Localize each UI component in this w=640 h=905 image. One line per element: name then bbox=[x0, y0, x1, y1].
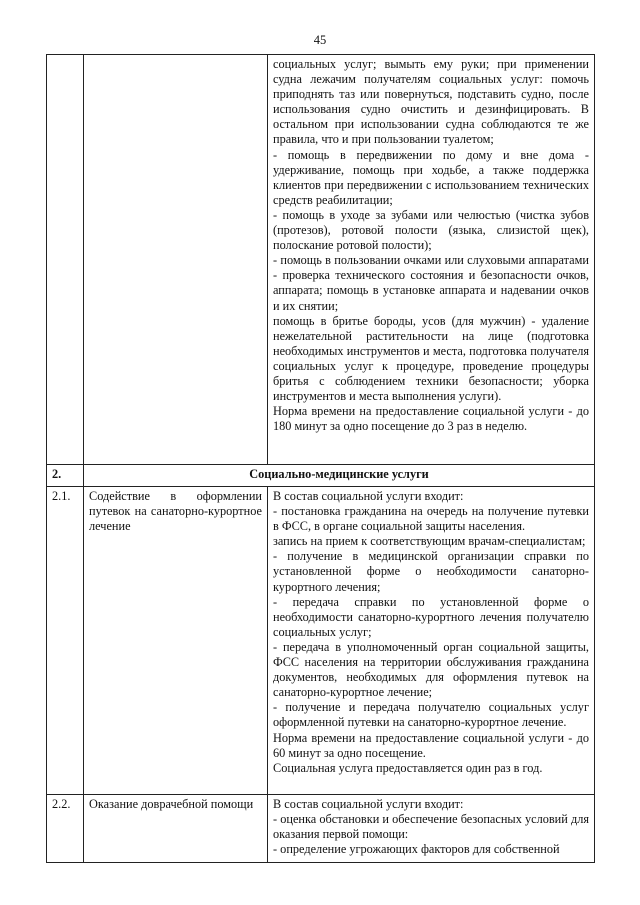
description-line: - помощь в передвижении по дому и вне дома - удерживание, помощь при ходьбе, а также поддержка клиентов при передвижении с использованием технических средств реабилитации; bbox=[273, 147, 589, 207]
description-line: В состав социальной услуги входит: bbox=[273, 489, 464, 503]
service-name: Содействие в оформлении путевок на санаторно-курортное лечение bbox=[84, 487, 268, 795]
section-header-row bbox=[47, 465, 595, 487]
description-line: - передача справки по установленной форме о необходимости санаторно-курортного лечения получателю социальных услуг; bbox=[273, 594, 589, 639]
description-line: В состав социальной услуги входит: bbox=[273, 797, 464, 811]
row-number: 2.2. bbox=[47, 795, 84, 863]
description-line: Норма времени на предоставление социальной услуги - до 180 минут за одно посещение до 3 раз в неделю. bbox=[273, 404, 589, 434]
section-number: 2. bbox=[47, 465, 84, 487]
description-line: - получение в медицинской организации справки по установленной форме о необходимости санаторно-курортного лечения; bbox=[273, 549, 589, 594]
service-name: Оказание доврачебной помощи bbox=[84, 795, 268, 863]
row-number: 2.1. bbox=[47, 487, 84, 795]
service-description bbox=[268, 55, 595, 465]
description-line: Норма времени на предоставление социальной услуги - до 60 минут за одно посещение. bbox=[273, 730, 589, 760]
description-line: запись на прием к соответствующим врачам-специалистам; bbox=[273, 534, 586, 549]
description-line: - помощь в пользовании очками или слуховыми аппаратами - проверка технического состояния и безопасности очков, аппарата; помощь в установке аппарата и надевании очков и их снятии; bbox=[273, 253, 589, 313]
description-line: - определение угрожающих факторов для собственной bbox=[273, 842, 560, 857]
service-description bbox=[268, 487, 595, 795]
description-line: - постановка гражданина на очередь на получение путевки в ФСС, в органе социальной защиты населения. bbox=[273, 504, 589, 534]
description-line: - оценка обстановки и обеспечение безопасных условий для оказания первой помощи: bbox=[273, 812, 589, 842]
description-line: помощь в бритье бороды, усов (для мужчин) - удаление нежелательной растительности на лице (подготовка необходимых инструментов и места, подготовка получателя социальных услуг к процедуре, проведение процедуры бритья с соблюдением техники безопасности; уборка инструментов и места выполнения услуги). bbox=[273, 313, 589, 404]
service-description bbox=[268, 795, 595, 863]
description-line: социальных услуг; вымыть ему руки; при применении судна лежачим получателям социальных услуг: помочь приподнять таз или повернуться, подставить судно, после использования судно очистить и дезинфицировать. В остальном при использовании судна соблюдаются те же правила, что и при пользовании туалетом; bbox=[273, 57, 589, 147]
table-row bbox=[47, 795, 595, 863]
description-line: - получение и передача получателю социальных услуг оформленной путевки на санаторно-курортное лечение. bbox=[273, 700, 589, 730]
service-name bbox=[84, 55, 268, 465]
description-line: - передача в уполномоченный орган социальной защиты, ФСС населения на территории обслуживания гражданина документов, необходимых для оформления путевок на санаторно-курортное лечение; bbox=[273, 639, 589, 700]
table-row bbox=[47, 55, 595, 465]
description-line: Социальная услуга предоставляется один раз в год. bbox=[273, 760, 543, 775]
services-table bbox=[46, 54, 595, 863]
page-number: 45 bbox=[313, 33, 327, 47]
description-line: - помощь в уходе за зубами или челюстью (чистка зубов (протезов), ротовой полости (языка, слизистой щек), полоскание ротовой полости); bbox=[273, 207, 589, 253]
row-number bbox=[47, 55, 84, 465]
section-title: Социально-медицинские услуги bbox=[84, 465, 595, 487]
table-row bbox=[47, 487, 595, 795]
